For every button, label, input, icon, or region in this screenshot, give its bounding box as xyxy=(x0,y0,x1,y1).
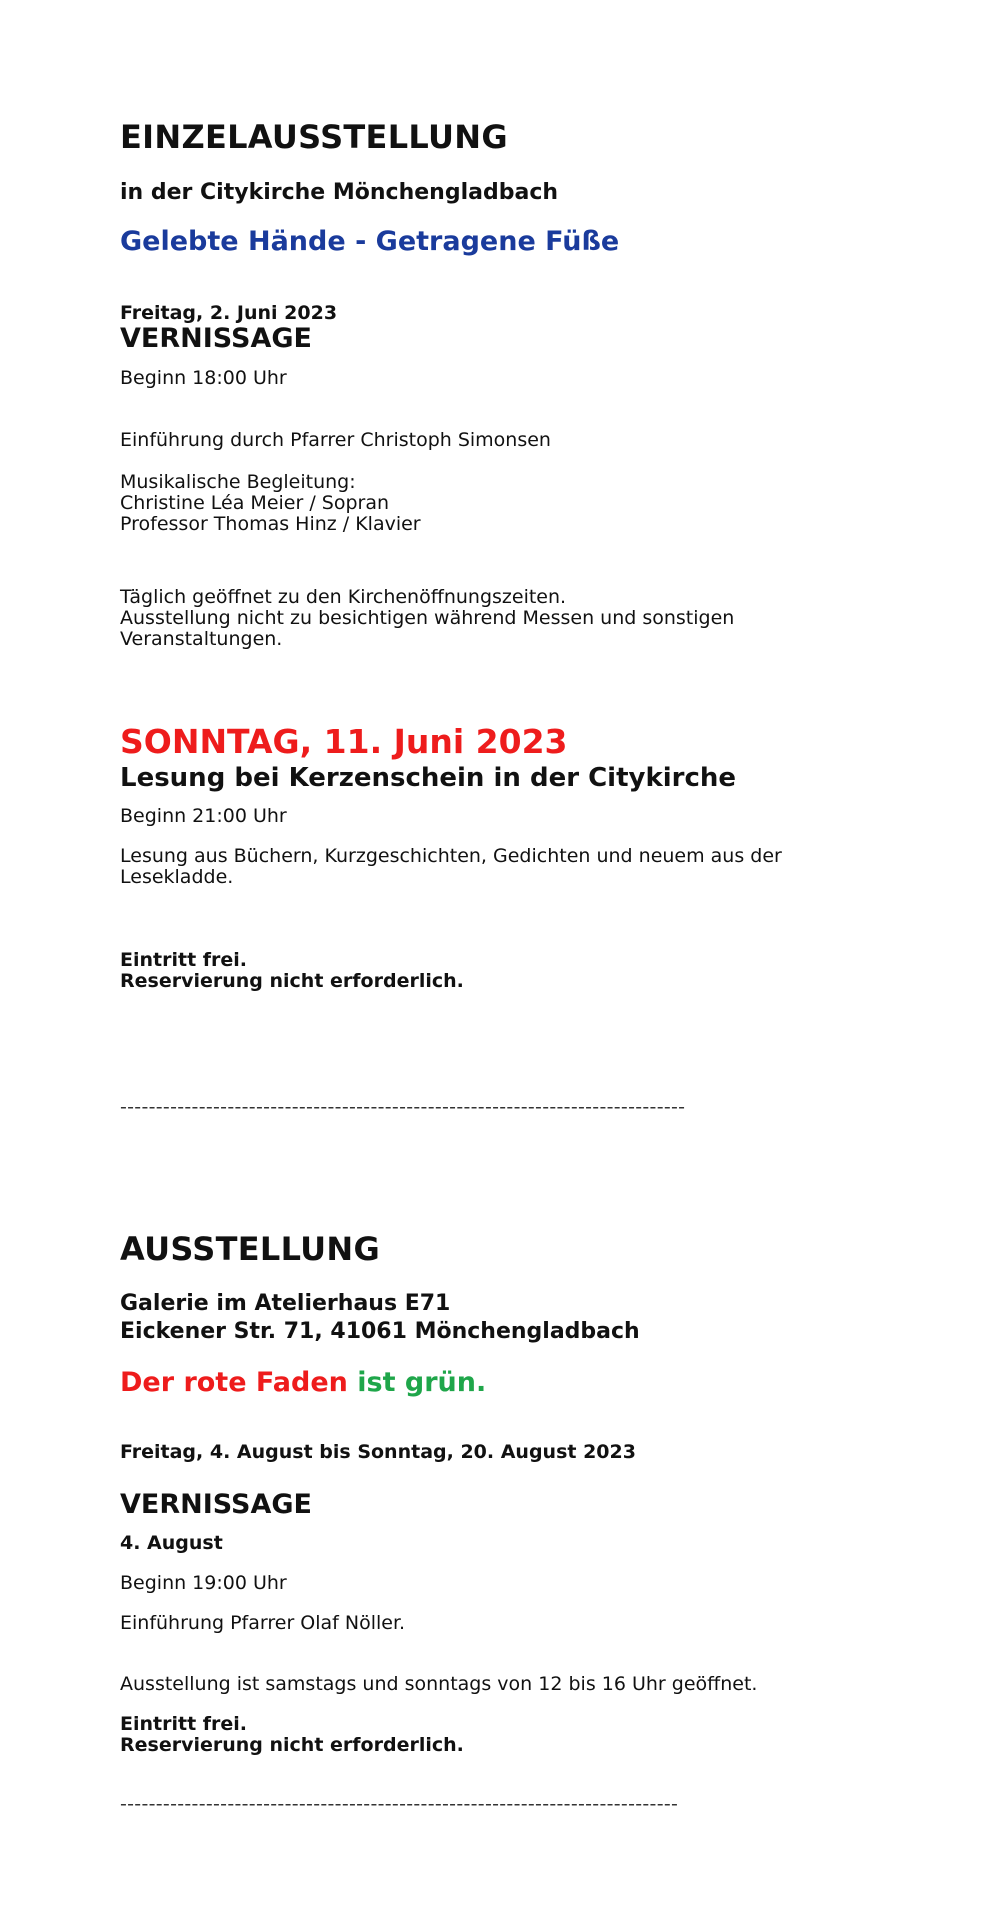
reading-start-time: Beginn 21:00 Uhr xyxy=(120,805,287,827)
description-line: Lesekladde. xyxy=(120,866,234,888)
opening-line: Veranstaltungen. xyxy=(120,628,283,650)
introduction-text-2: Einführung Pfarrer Olaf Nöller. xyxy=(120,1612,406,1634)
opening-hours-text-2: Ausstellung ist samstags und sonntags von 12 bis 16 Uhr geöffnet. xyxy=(120,1673,758,1695)
admission-line: Eintritt frei. xyxy=(120,949,248,971)
vernissage-start-time: Beginn 18:00 Uhr xyxy=(120,367,287,389)
admission-line: Reservierung nicht erforderlich. xyxy=(120,970,464,992)
admission-line: Reservierung nicht erforderlich. xyxy=(120,1734,464,1756)
dashed-divider: ------------------------------------------------------------------------------- xyxy=(120,1096,686,1118)
gallery-address xyxy=(120,1290,640,1346)
exhibition-heading: EINZELAUSSTELLUNG xyxy=(120,118,508,156)
reading-date: SONNTAG, 11. Juni 2023 xyxy=(120,722,568,761)
admission-line: Eintritt frei. xyxy=(120,1713,248,1735)
introduction-text: Einführung durch Pfarrer Christoph Simonsen xyxy=(120,429,551,451)
vernissage-heading-2: VERNISSAGE xyxy=(120,1489,312,1520)
opening-line: Täglich geöffnet zu den Kirchenöffnungszeiten. xyxy=(120,586,567,608)
address-line: Galerie im Atelierhaus E71 xyxy=(120,1291,451,1316)
music-line: Christine Léa Meier / Sopran xyxy=(120,492,390,514)
dashed-divider-2: ------------------------------------------------------------------------------ xyxy=(120,1793,679,1815)
music-line: Professor Thomas Hinz / Klavier xyxy=(120,513,421,535)
admission-note-2 xyxy=(120,1714,464,1756)
vernissage-date: Freitag, 2. Juni 2023 xyxy=(120,302,338,324)
address-line: Eickener Str. 71, 41061 Mönchengladbach xyxy=(120,1319,640,1344)
vernissage-start-time-2: Beginn 19:00 Uhr xyxy=(120,1572,287,1594)
exhibition-heading-2: AUSSTELLUNG xyxy=(120,1230,381,1268)
exhibition-period: Freitag, 4. August bis Sonntag, 20. August 2023 xyxy=(120,1441,636,1463)
music-accompaniment xyxy=(120,472,421,535)
opening-hours-text xyxy=(120,587,734,650)
reading-title: Lesung bei Kerzenschein in der Citykirche xyxy=(120,763,737,793)
exhibition-title: Gelebte Hände - Getragene Füße xyxy=(120,226,620,257)
admission-note xyxy=(120,950,464,992)
title-red-part: Der rote Faden xyxy=(120,1367,348,1398)
opening-line: Ausstellung nicht zu besichtigen während Messen und sonstigen xyxy=(120,607,735,629)
vernissage-heading: VERNISSAGE xyxy=(120,323,312,354)
description-line: Lesung aus Büchern, Kurzgeschichten, Gedichten und neuem aus der xyxy=(120,845,782,867)
reading-description xyxy=(120,846,782,888)
venue-text: in der Citykirche Mönchengladbach xyxy=(120,180,559,205)
exhibition-title-2 xyxy=(120,1367,486,1398)
title-green-part: ist grün. xyxy=(357,1367,487,1398)
vernissage-date-2: 4. August xyxy=(120,1532,223,1554)
music-line: Musikalische Begleitung: xyxy=(120,471,356,493)
